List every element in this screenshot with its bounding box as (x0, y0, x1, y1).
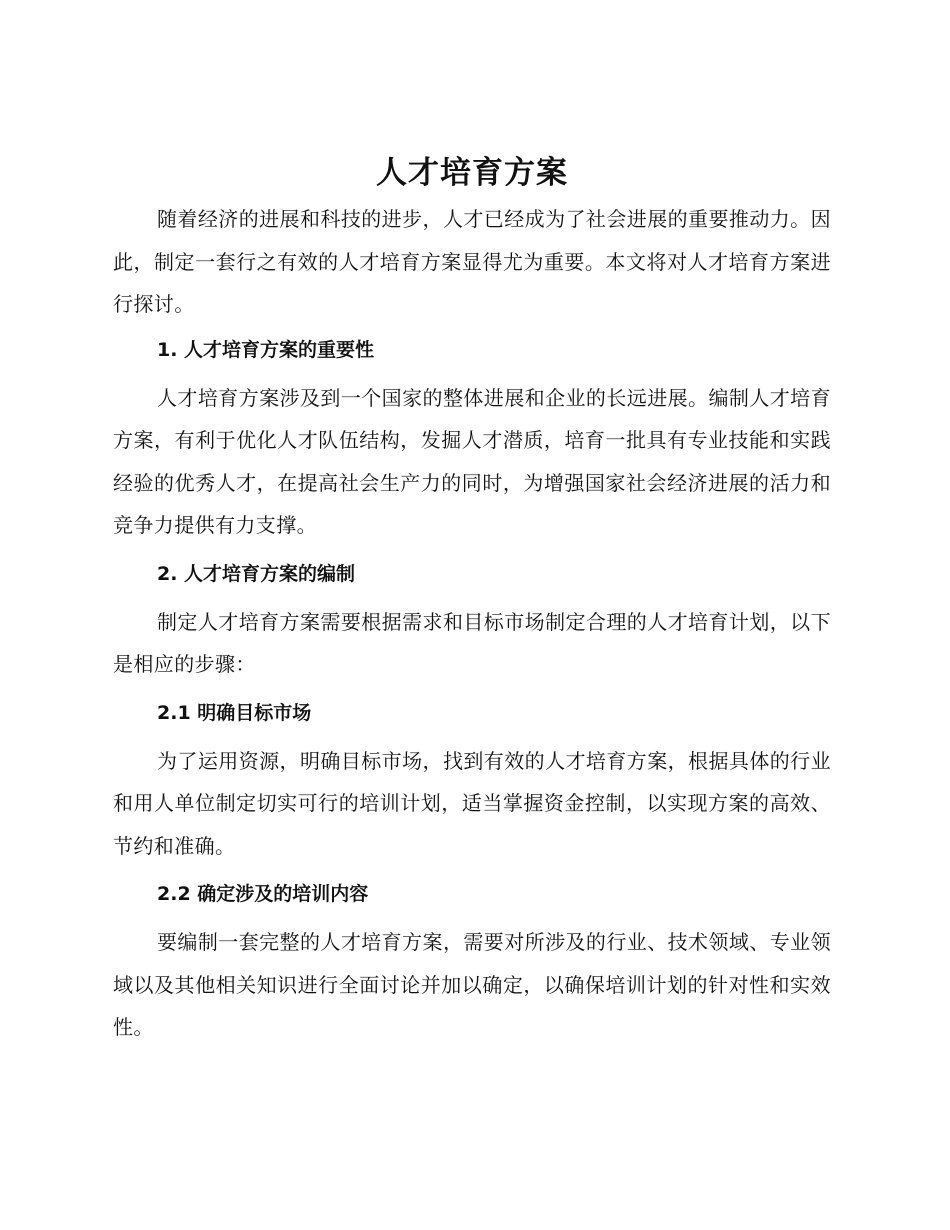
section-1-heading: 1. 人才培育方案的重要性 (157, 338, 375, 361)
section-2-1-body: 为了运用资源，明确目标市场，找到有效的人才培育方案，根据具体的行业和用人单位制定切实可行的培训计划，适当掌握资金控制，以实现方案的高效、节约和准确。 (113, 748, 831, 858)
document-title: 人才培育方案 (376, 155, 568, 191)
section-1-body: 人才培育方案涉及到一个国家的整体进展和企业的长远进展。编制人才培育方案，有利于优化人才队伍结构，发掘人才潜质，培育一批具有专业技能和实践经验的优秀人才，在提高社会生产力的同时，为增强国家社会经济进展的活力和竞争力提供有力支撑。 (113, 385, 831, 537)
section-2-body: 制定人才培育方案需要根据需求和目标市场制定合理的人才培育计划，以下是相应的步骤： (113, 609, 831, 676)
section-2-1-heading: 2.1 明确目标市场 (157, 701, 312, 724)
intro-paragraph: 随着经济的进展和科技的进步，人才已经成为了社会进展的重要推动力。因此，制定一套行之有效的人才培育方案显得尤为重要。本文将对人才培育方案进行探讨。 (113, 207, 831, 316)
section-2-2-heading: 2.2 确定涉及的培训内容 (157, 883, 369, 905)
section-2-heading: 2. 人才培育方案的编制 (157, 562, 356, 585)
section-2-2-body: 要编制一套完整的人才培育方案，需要对所涉及的行业、技术领域、专业领域以及其他相关知识进行全面讨论并加以确定，以确保培训计划的针对性和实效性。 (113, 930, 831, 1039)
document-page (113, 148, 831, 1049)
